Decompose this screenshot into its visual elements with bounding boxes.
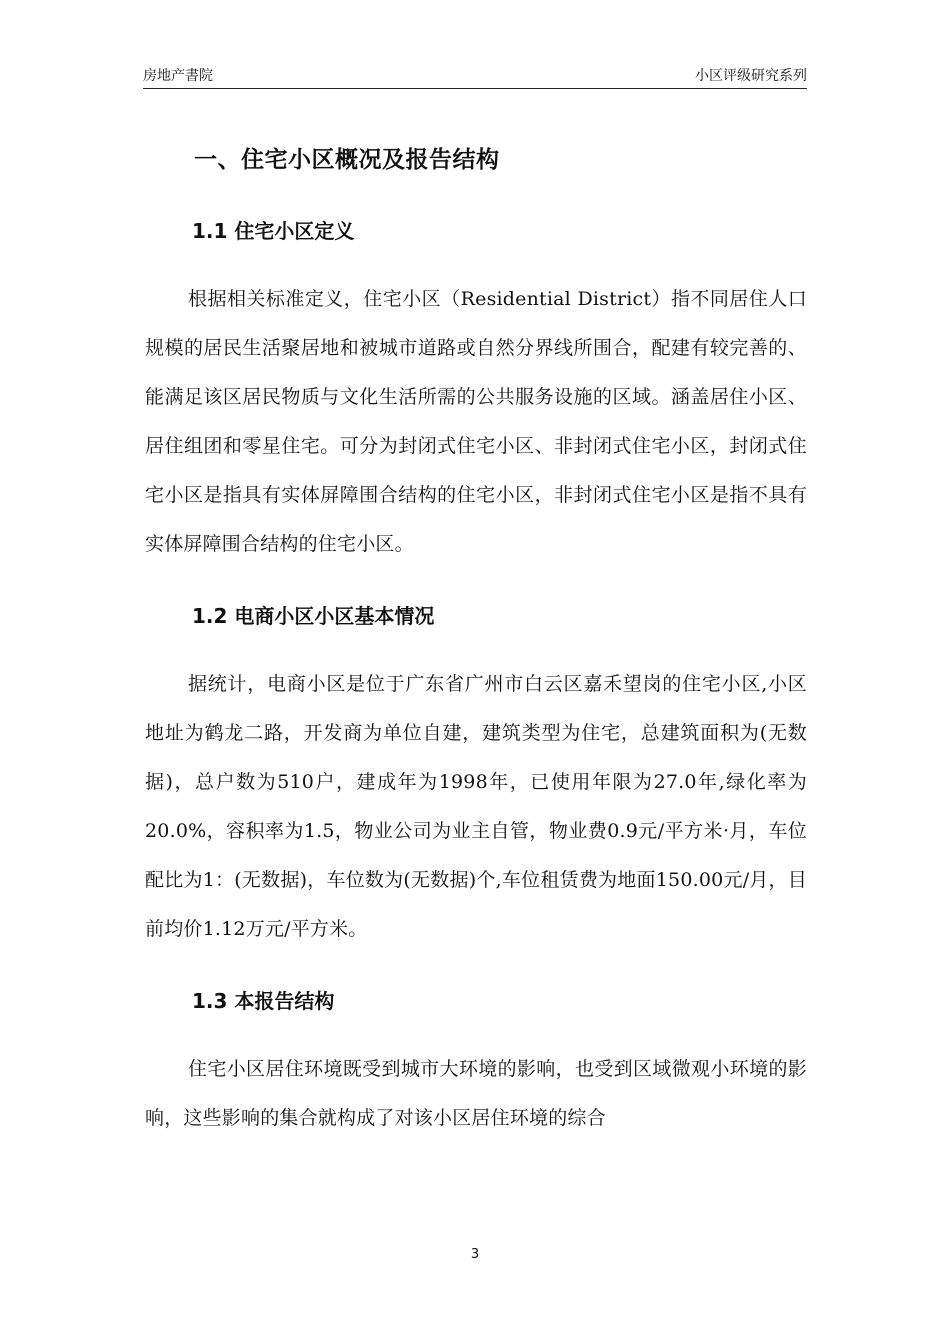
section-heading-1-1: 1.1 住宅小区定义 bbox=[192, 219, 355, 243]
document-body bbox=[145, 140, 807, 1143]
section-1-1-paragraph: 根据相关标准定义，住宅小区（Residential District）指不同居住人口规模的居民生活聚居地和被城市道路或自然分界线所围合，配建有较完善的、能满足该区居民物质与文化生活所需的公共服务设施的区域。涵盖居住小区、居住组团和零星住宅。可分为封闭式住宅小区、非封闭式住宅小区，封闭式住宅小区是指具有实体屏障围合结构的住宅小区，非封闭式住宅小区是指不具有实体屏障围合结构的住宅小区。 bbox=[145, 288, 807, 555]
header-series: 小区评级研究系列 bbox=[695, 68, 807, 84]
section-1-3-paragraph: 住宅小区居住环境既受到城市大环境的影响，也受到区域微观小环境的影响，这些影响的集合就构成了对该小区居住环境的综合 bbox=[145, 1058, 807, 1129]
page-number: 3 bbox=[470, 1247, 480, 1262]
header-publisher: 房地产書院 bbox=[143, 68, 213, 84]
page-header bbox=[143, 66, 807, 89]
section-heading-1-2: 1.2 电商小区小区基本情况 bbox=[192, 604, 435, 628]
section-heading-1-3: 1.3 本报告结构 bbox=[192, 989, 335, 1013]
chapter-title: 一、住宅小区概况及报告结构 bbox=[194, 147, 500, 173]
section-1-2-paragraph: 据统计，电商小区是位于广东省广州市白云区嘉禾望岗的住宅小区,小区地址为鹤龙二路，开发商为单位自建，建筑类型为住宅，总建筑面积为(无数据)，总户数为510户，建成年为1998年，已使用年限为27.0年,绿化率为20.0%，容积率为1.5，物业公司为业主自管，物业费0.9元/平方米·月，车位配比为1：(无数据)，车位数为(无数据)个,车位租赁费为地面150.00元/月，目前均价1.12万元/平方米。 bbox=[145, 673, 807, 940]
